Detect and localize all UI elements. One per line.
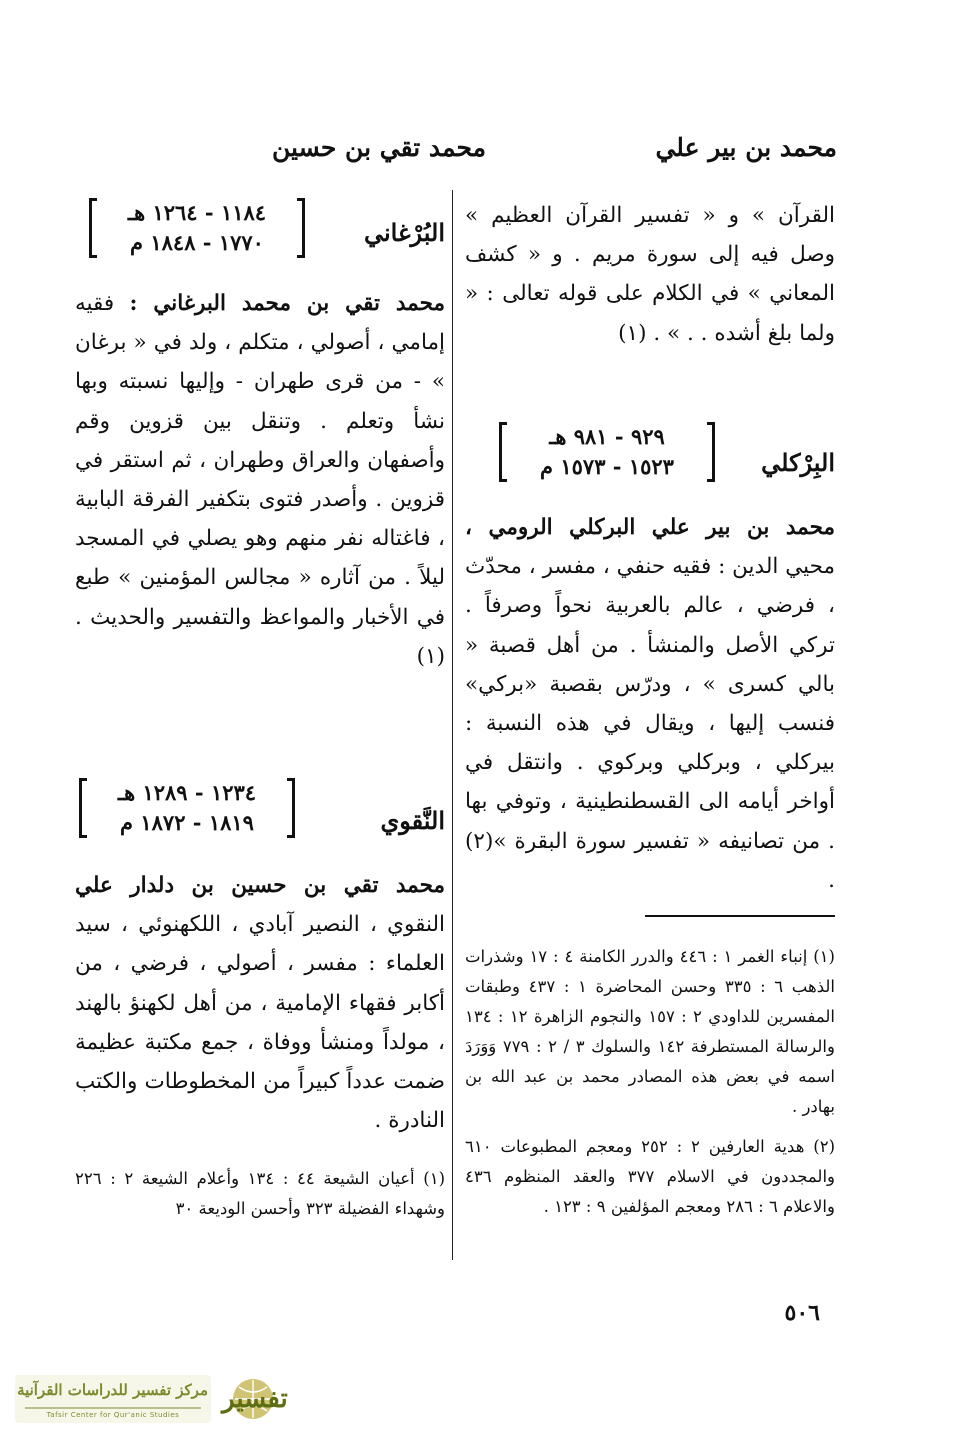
footnote: (١) أعيان الشيعة ٤٤ : ١٣٤ وأعلام الشيعة ٢ : ٢٢٦ وشهداء الفضيلة ٣٢٣ وأحسن الوديعة ٣٠	[75, 1169, 446, 1218]
column-divider	[452, 190, 453, 1260]
entry-body: محيي الدين : فقيه حنفي ، مفسر ، محدّث ، فرضي ، عالم بالعربية نحواً وصرفاً . تركي الأصل والمنشأ . من أهل قصبة « بالي كسرى » ، ودرّس بقصبة «بركي» فنسب إليها ، ويقال في هذه النسبة : بيركلي ، وبركلي وبركوي . وانتقل في أواخر أيامه الى القسطنطينية ، وتوفي بها . من تصانيفه « تفسير سورة البقرة »(٢) .	[465, 554, 835, 893]
logo-arabic-name: مركز تفسير للدراسات القرآنية	[17, 1381, 208, 1399]
logo-english-name: Tafsir Center for Qur'anic Studies	[46, 1411, 180, 1419]
entry-dates	[89, 198, 305, 258]
page-number: ٥٠٦	[784, 1300, 820, 1326]
logo-word: تفسير	[222, 1384, 288, 1414]
entry-name: البِرْكلي	[761, 448, 835, 477]
entry-body: فقيه إمامي ، أصولي ، متكلم ، ولد في « برغان » - من قرى طهران - وإليها نسبته وبها نشأ وتعلم . وتنقل بين قزوين وقم وأصفهان والعراق وطهران ، ثم استقر في قزوين . وأصدر فتوى بتكفير الفرقة البابية ، فاغتاله نفر منهم وهو يصلي في المسجد ليلاً . من آثاره « مجالس المؤمنين » طبع في الأخبار والمواعظ والتفسير والحديث . (١)	[75, 291, 445, 669]
entry-burghani	[75, 284, 445, 676]
entry-lead: محمد بن بير علي البركلي الرومي ،	[465, 515, 835, 540]
hijri-dates: ١٢٣٤ - ١٢٨٩ هـ	[117, 780, 257, 805]
running-header-left: محمد تقي بن حسين	[272, 133, 486, 162]
entry-header-burghani	[75, 196, 445, 274]
continuation-text: القرآن » و « تفسير القرآن العظيم » وصل فيه إلى سورة مريم . و « كشف المعاني » في الكلام على قوله تعالى : « ولما بلغ أشده . . » . (١)	[465, 203, 835, 346]
gregorian-dates: ١٧٧٠ - ١٨٤٨ م	[130, 230, 264, 255]
entry-naqawi	[75, 866, 445, 1140]
running-header-right: محمد بن بير علي	[655, 133, 837, 162]
entry-header-naqawi	[75, 776, 445, 854]
footnote: (١) إنباء الغمر ١ : ٤٤٦ والدرر الكامنة ٤ : ١٧ وشذرات الذهب ٦ : ٣٣٥ وحسن المحاضرة ١ : ٤٣٧ وطبقات المفسرين للداودي ٢ : ١٥٧ والنجوم الزاهرة ١٢ : ١٣٤ والرسالة المستطرفة ١٤٢ والسلوك ٣ / ٢ : ٧٧٩ وَوَرَدَ اسمه في بعض هذه المصادر محمد بن عبد الله بن بهادر .	[465, 947, 835, 1116]
entry-body: النقوي ، النصير آبادي ، اللكهنوئي ، سيد العلماء : مفسر ، أصولي ، فرضي ، من أكابر فقهاء الإمامية ، من أهل لكهنؤ بالهند ، مولداً ومنشأ ووفاة ، جمع مكتبة عظيمة ضمت عدداً كبيراً من المخطوطات والكتب النادرة .	[75, 912, 445, 1134]
hijri-dates: ١١٨٤ - ١٢٦٤ هـ	[127, 200, 267, 225]
entry-name: النَّقوي	[380, 806, 445, 835]
entry-lead: محمد تقي بن محمد البرغاني :	[129, 291, 445, 316]
hijri-dates: ٩٢٩ - ٩٨١ هـ	[549, 424, 665, 449]
footnote-separator	[645, 915, 835, 917]
entry-birkili	[465, 508, 835, 900]
gregorian-dates: ١٥٢٣ - ١٥٧٣ م	[540, 454, 674, 479]
entry-dates	[499, 422, 715, 482]
entry-header-birkili	[465, 420, 835, 498]
right-footnotes	[465, 942, 835, 1222]
entry-lead: محمد تقي بن حسين بن دلدار علي	[75, 873, 445, 898]
left-footnotes	[75, 1164, 445, 1224]
entry-name: البُرْغاني	[363, 218, 445, 247]
entry-dates	[79, 778, 295, 838]
right-column	[465, 196, 835, 353]
gregorian-dates: ١٨١٩ - ١٨٧٢ م	[120, 810, 254, 835]
footnote: (٢) هدية العارفين ٢ : ٢٥٢ ومعجم المطبوعات ٦١٠ والمجددون في الاسلام ٣٧٧ والعقد المنظوم ٤٣٦ والاعلام ٦ : ٢٨٦ ومعجم المؤلفين ٩ : ١٢٣ .	[465, 1137, 835, 1216]
